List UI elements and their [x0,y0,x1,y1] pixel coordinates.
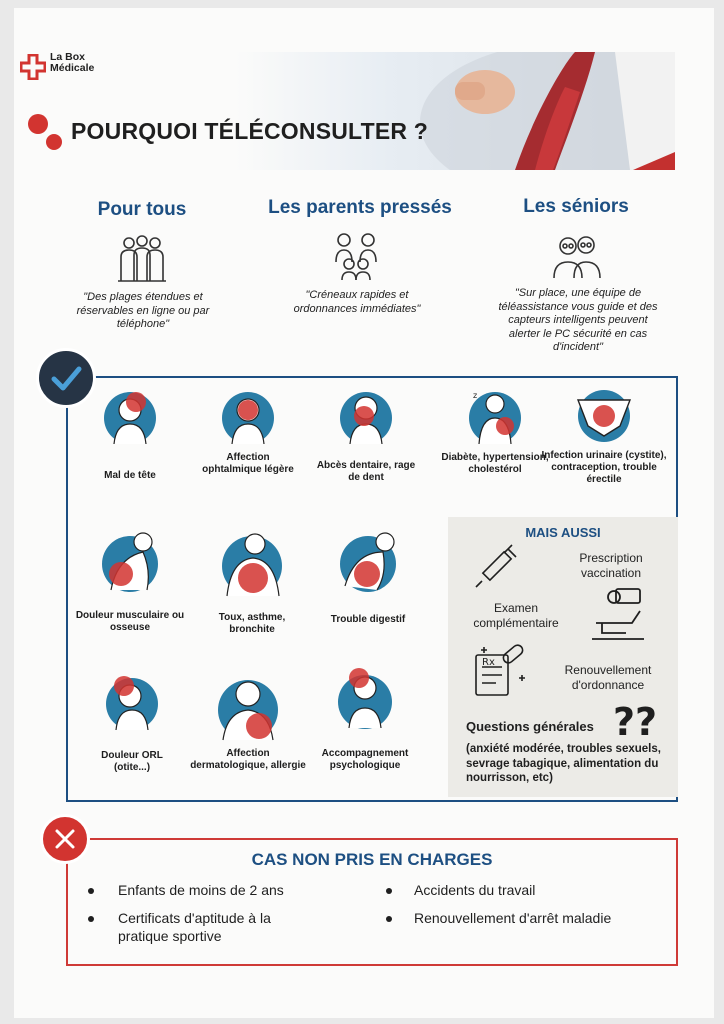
bullet-dot [386,916,392,922]
header-photo [235,52,675,170]
svg-text:Rx: Rx [482,657,495,668]
excluded-item: Renouvellement d'arrêt maladie [414,910,612,926]
syringe-icon [468,543,520,598]
condition-label: Douleur ORL (otite...) [101,750,163,773]
condition-label: Affection ophtalmique légère [202,452,294,475]
renewal-text: Renouvellement d'ordonnance [564,663,652,692]
audience-heading-seniors: Les séniors [523,196,629,217]
excluded-heading: CAS NON PRIS EN CHARGES [251,850,493,869]
condition-label: Infection urinaire (cystite), contraception, trouble érectile [541,450,667,485]
family-icon [330,230,382,287]
condition-digestive [316,528,420,626]
audience-quote-seniors: "Sur place, une équipe de téléassistance vous guide et des capteurs intelligents peuvent alerter le PC sécurité en cas d'incident" [498,287,658,353]
condition-tooth [316,386,416,484]
audience-quote-parents: "Créneaux rapides et ordonnances immédiates" [293,289,421,315]
excluded-item: Accidents du travail [414,882,536,898]
condition-lungs [196,528,308,636]
audience-quote-all: "Des plages étendues et réservables en ligne ou par téléphone" [76,291,210,330]
brand-logo [20,50,130,90]
title-dots-icon [26,112,66,152]
brand-name-line2: Médicale [50,62,95,74]
question-marks-icon: ?? [613,700,658,744]
condition-label: Mal de tête [104,470,156,481]
condition-headache [80,386,180,482]
condition-label: Abcès dentaire, rage de dent [316,460,416,483]
audience-heading-parents: Les parents pressés [268,197,452,218]
audience-heading-all: Pour tous [97,199,187,220]
medical-cross-icon [20,54,46,80]
condition-urinary [538,386,670,486]
group-people-icon [116,231,168,288]
condition-label: Douleur musculaire ou osseuse [75,610,185,633]
seniors-icon [550,232,604,285]
condition-ent [82,672,182,774]
bullet-dot [88,888,94,894]
condition-label: Toux, asthme, bronchite [218,612,286,635]
brand-name-line1: La Box [50,51,86,63]
condition-eye [196,386,300,476]
condition-psychology [306,666,424,772]
condition-skin [190,672,306,772]
condition-label: Affection dermatologique, allergie [190,748,306,771]
also-heading: MAIS AUSSI [525,525,601,540]
excluded-item: Certificats d'aptitude à la pratique sportive [118,910,271,944]
general-questions-detail: (anxiété modérée, troubles sexuels, sevrage tabagique, alimentation du nourrisson, etc) [466,743,661,784]
condition-label: Diabète, hypertension, cholestérol [441,452,549,475]
condition-label: Trouble digestif [330,614,406,625]
general-questions-title: Questions générales [466,719,594,734]
excluded-item: Enfants de moins de 2 ans [118,882,284,898]
bullet-dot [88,916,94,922]
condition-label: Accompagnement psychologique [321,748,409,771]
prescription-text: Prescription vaccination [579,551,643,580]
prescription-pills-icon [472,643,532,704]
dental-chair-icon [586,587,652,648]
svg-text:z: z [473,391,478,400]
page-title: POURQUOI TÉLÉCONSULTER ? [71,118,429,144]
condition-muscle [70,528,190,634]
also-panel [448,517,678,797]
exam-text: Examen complémentaire [473,601,559,630]
condition-diabetes [440,386,550,476]
bullet-dot [386,888,392,894]
